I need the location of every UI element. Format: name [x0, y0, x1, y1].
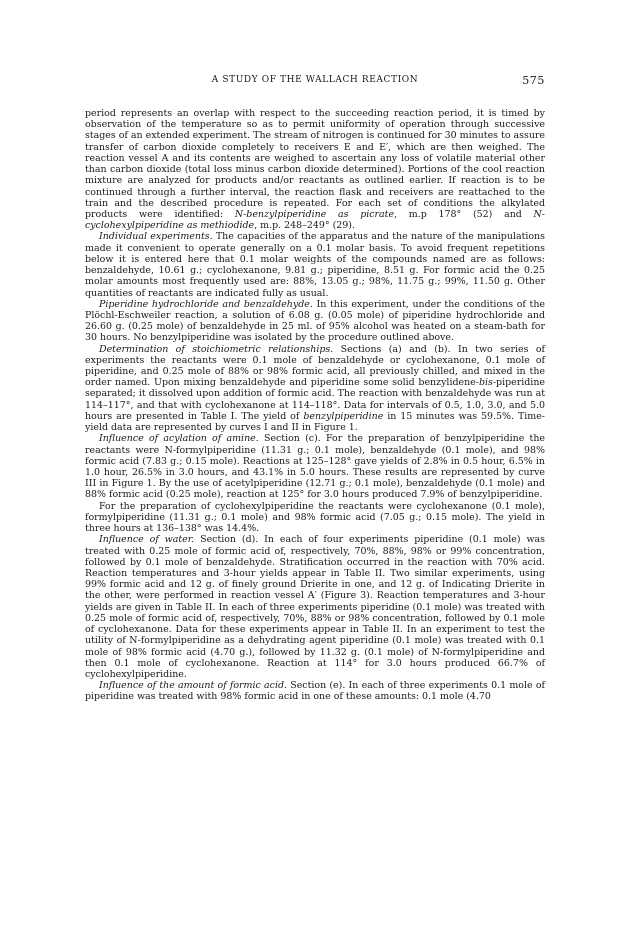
italic-run: Piperidine hydrochloride and benzaldehyde. — [99, 298, 313, 310]
italic-run: Influence of acylation of amine. — [99, 433, 259, 445]
paragraph-p7 — [85, 534, 545, 680]
body-text — [85, 108, 545, 703]
paragraph-p6 — [85, 501, 545, 535]
italic-run: N-benzylpiperidine as picrate — [234, 208, 395, 220]
running-title: A STUDY OF THE WALLACH REACTION — [211, 75, 419, 85]
text-run: In this experiment, under the conditions of the Plöchl-Eschweiler reaction, a solution of 6.08 g. (0.05 mole) of piperidine hydrochloride and 26.60 g. (0.25 mole) of benzaldehyde in 25 ml. of 95% alcohol was heated on a steam-bath for 30 hours. No benzylpiperidine was isolated by the procedure outlined above. — [85, 298, 546, 344]
italic-run: N-cyclohexylpiperidine as methiodide — [85, 208, 545, 232]
paragraph-p3 — [85, 299, 545, 344]
text-run: Sections (a) and (b). In two series of experiments the reactants were 0.1 mole of benzaldehyde or cyclohexanone, 0.1 mole of piperidine, and 0.25 mole of 88% or 98% formic acid, all previously chilled, and mixed in the order named. Upon mixing benzaldehyde and piperidine some solid benzylidene- — [85, 343, 546, 389]
text-run: , m.p. 248–249° (29). — [254, 220, 355, 232]
text-run: The capacities of the apparatus and the nature of the manipulations made it convenient to operate generally on a 0.1 molar basis. To avoid frequent repetitions below it is entered here that 0.1 molar weights of the compounds named are as follows: benzaldehyde, 10.61 g.; cyclohexanone, 9.81 g.; piperidine, 8.51 g. For formic acid the 0.25 molar amounts most frequently used are: 88%, 13.05 g.; 98%, 11.75 g.; 99%, 11.50 g. Other quantities of reactants are indicated fully as usual. — [85, 231, 545, 299]
italic-run: bis — [478, 377, 493, 389]
text-run: Section (d). In each of four experiments piperidine (0.1 mole) was treated with 0.25 mole of formic acid of, respectively, 70%, 88%, 98% or 99% concentration, followed by 0.1 mole of benzaldehyde. Stratification occurred in the reaction with 70% acid. Reaction temperatures and 3-hour yields appear in Table II. Two similar experiments, using 99% formic acid and 12 g. of finely ground Drierite in one, and 12 g. of Indicating Drierite in the other, were performed in reaction vessel A′ (Figure 3). Reaction temperatures and 3-hour yields are given in Table II. In each of three experiments piperidine (0.1 mole) was treated with 0.25 mole of formic acid of, respectively, 70%, 88% or 98% concentration, followed by 0.1 mole of cyclohexanone. Data for these experiments appear in Table II. In an experiment to test the utility of N-formylpiperidine as a dehydrating agent piperidine (0.1 mole) was treated with 0.1 mole of 98% formic acid (4.70 g.), followed by 11.32 g. (0.1 mole) of N-formylpiperidine and then 0.1 mole of cyclohexanone. Reaction at 114° for 3.0 hours produced 66.7% of cyclohexylpiperidine. — [85, 534, 545, 680]
italic-run: Influence of the amount of formic acid. — [99, 680, 288, 692]
page-number: 575 — [522, 74, 545, 87]
italic-run: Individual experiments. — [99, 231, 213, 243]
italic-run: Influence of water. — [99, 534, 195, 546]
italic-run: benzylpiperidine — [303, 410, 384, 422]
text-run: period represents an overlap with respect to the succeeding reaction period, it is timed by observation of the temperature so as to permit uniformity of operation through successive stages of an extended experiment. The stream of nitrogen is continued for 30 minutes to assure transfer of carbon dioxide completely to receivers E and E′, which are then weighed. The reaction vessel A and its contents are weighed to ascertain any loss of volatile material other than carbon dioxide (total loss minus carbon dioxide determined). Portions of the cool reaction mixture are analyzed for products and/or reactants as outlined earlier. If reaction is to be continued through a further interval, the reaction flask and receivers are reattached to the train and the described procedure is repeated. For each set of conditions the alkylated products were identified: — [85, 108, 545, 220]
paragraph-p2 — [85, 231, 545, 298]
text-run: in 15 minutes was 59.5%. Time-yield data are represented by curves I and II in Figure 1. — [85, 410, 545, 434]
italic-run: Determination of stoichiometric relationships. — [99, 343, 334, 355]
text-run: -piperidine separated; it dissolved upon addition of formic acid. The reaction with benzaldehyde was run at 114–117°, and that with cyclohexanone at 114–118°. Data for intervals of 0.5, 1.0, 3.0, and 5.0 hours are presented in Table I. The yield of — [85, 377, 545, 422]
paragraph-p1 — [85, 108, 545, 231]
text-run: For the preparation of cyclohexylpiperidine the reactants were cyclohexanone (0.1 mole), formylpiperidine (11.31 g.; 0.1 mole) and 98% formic acid (7.05 g.; 0.15 mole). The yield in three hours at 136–138° was 14.4%. — [85, 500, 545, 535]
paragraph-p4 — [85, 344, 545, 434]
text-run: Section (c). For the preparation of benzylpiperidine the reactants were N-formylpiperidine (11.31 g.; 0.1 mole), benzaldehyde (0.1 mole), and 98% formic acid (7.83 g.; 0.15 mole). Reactions at 125–128° gave yields of 2.8% in 0.5 hour, 6.5% in 1.0 hour, 26.5% in 3.0 hours, and 43.1% in 5.0 hours. These results are represented by curve III in Figure 1. By the use of acetylpiperidine (12.71 g.; 0.1 mole), benzaldehyde (0.1 mole) and 88% formic acid (0.25 mole), reaction at 125° for 3.0 hours produced 7.9% of benzylpiperidine. — [85, 433, 545, 501]
text-run: , m.p 178° (52) and — [394, 208, 534, 220]
text-run: Section (e). In each of three experiments 0.1 mole of piperidine was treated with 98% formic acid in one of these amounts: 0.1 mole (4.70 — [85, 680, 545, 703]
paragraph-p5 — [85, 433, 545, 500]
paragraph-p8 — [85, 680, 545, 702]
